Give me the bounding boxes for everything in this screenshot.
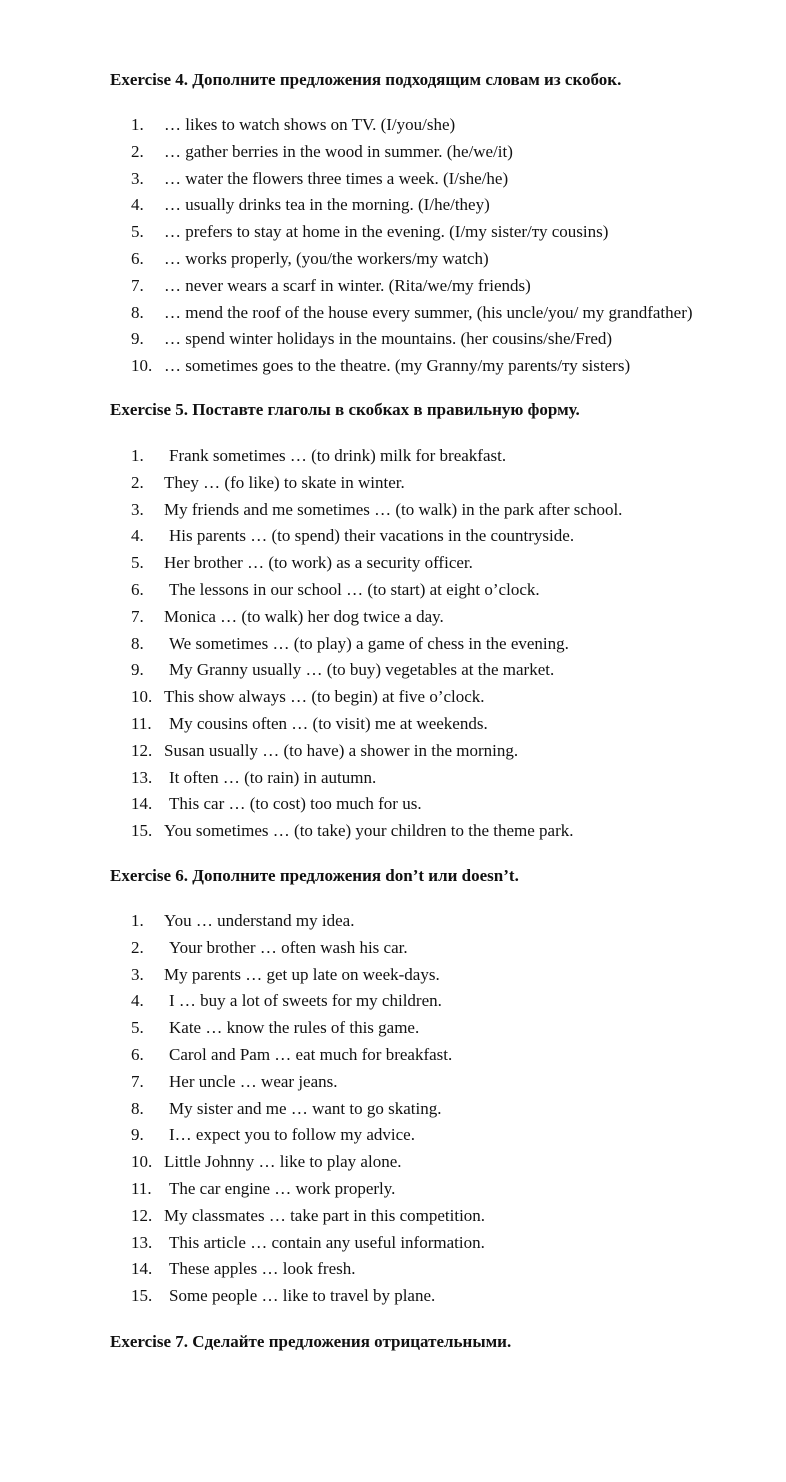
item-number: 10. (131, 687, 153, 707)
item-text: Some people … like to travel by plane. (169, 1286, 436, 1306)
item-number: 12. (131, 1205, 153, 1225)
item-number: 14. (131, 1259, 153, 1279)
item-number: 4. (131, 991, 144, 1011)
list-item (0, 965, 786, 992)
list-item (0, 1179, 786, 1206)
item-text: … sometimes goes to the theatre. (my Granny/my parents/ту sisters) (164, 356, 631, 376)
item-number: 1. (131, 115, 144, 134)
list-item (0, 607, 786, 634)
item-text: … never wears a scarf in winter. (Rita/we/my friends) (164, 275, 531, 295)
list-item (0, 794, 786, 821)
item-number: 10. (131, 1152, 153, 1172)
item-text: … water the flowers three times a week. (I/she/he) (164, 168, 509, 188)
list-item (0, 169, 786, 196)
list-item (0, 1233, 786, 1260)
item-text: You sometimes … (to take) your children to the theme park. (164, 821, 574, 841)
item-number: 13. (131, 1232, 153, 1252)
item-number: 3. (131, 168, 144, 188)
list-item (0, 714, 786, 741)
item-text: This article … contain any useful information. (169, 1232, 485, 1252)
list-item (0, 911, 786, 938)
list-item (0, 741, 786, 768)
list-item (0, 821, 786, 848)
item-text: We sometimes … (to play) a game of chess in the evening. (169, 633, 569, 653)
item-text: My Granny usually … (to buy) vegetables at the market. (169, 660, 555, 680)
list-item (0, 329, 786, 356)
list-item (0, 142, 786, 169)
item-text: This car … (to cost) too much for us. (169, 794, 422, 814)
item-number: 4. (131, 195, 144, 215)
item-number: 15. (131, 821, 153, 841)
item-number: 11. (131, 1178, 152, 1198)
list-item (0, 473, 786, 500)
list-item (0, 1259, 786, 1286)
item-number: 9. (131, 1125, 144, 1145)
list-item (0, 249, 786, 276)
list-item (0, 276, 786, 303)
item-text: I… expect you to follow my advice. (169, 1125, 415, 1145)
list-item (0, 1152, 786, 1179)
item-number: 2. (131, 937, 144, 957)
list-item (0, 222, 786, 249)
list-item (0, 195, 786, 222)
item-number: 3. (131, 499, 144, 519)
item-text: I … buy a lot of sweets for my children. (169, 991, 442, 1011)
list-item (0, 938, 786, 965)
item-number: 6. (131, 579, 144, 599)
exercise-7-heading: Exercise 7. Сделайте предложения отрицательными. (110, 1332, 512, 1351)
item-text: Little Johnny … like to play alone. (164, 1152, 402, 1172)
item-number: 8. (131, 302, 144, 322)
item-text: Her brother … (to work) as a security officer. (164, 553, 473, 573)
item-number: 1. (131, 446, 144, 465)
item-text: … spend winter holidays in the mountains. (her cousins/she/Fred) (164, 329, 613, 349)
item-number: 8. (131, 633, 144, 653)
item-text: My classmates … take part in this competition. (164, 1205, 486, 1225)
list-item (0, 991, 786, 1018)
item-text: Monica … (to walk) her dog twice a day. (164, 606, 444, 626)
item-text: Carol and Pam … eat much for breakfast. (169, 1044, 453, 1064)
item-text: … gather berries in the wood in summer. (he/we/it) (164, 141, 513, 161)
item-text: Frank sometimes … (to drink) milk for breakfast. (169, 446, 507, 465)
item-number: 15. (131, 1286, 153, 1306)
item-text: Kate … know the rules of this game. (169, 1018, 420, 1038)
item-text: Her uncle … wear jeans. (169, 1071, 338, 1091)
list-item (0, 768, 786, 795)
item-text: My friends and me sometimes … (to walk) in the park after school. (164, 499, 623, 519)
list-item (0, 660, 786, 687)
list-item (0, 1072, 786, 1099)
item-text: This show always … (to begin) at five o’clock. (164, 687, 485, 707)
item-number: 7. (131, 275, 144, 295)
item-text: They … (fo like) to skate in winter. (164, 472, 405, 492)
item-number: 12. (131, 740, 153, 760)
item-text: … usually drinks tea in the morning. (I/he/they) (164, 195, 490, 215)
exercise-4-heading: Exercise 4. Дополните предложения подходящим словам из скобок. (110, 70, 622, 89)
list-item (0, 580, 786, 607)
item-text: You … understand my idea. (164, 911, 355, 930)
item-text: Susan usually … (to have) a shower in the morning. (164, 740, 519, 760)
exercise-4-list (0, 115, 786, 383)
item-number: 2. (131, 141, 144, 161)
list-item (0, 446, 786, 473)
item-text: It often … (to rain) in autumn. (169, 767, 377, 787)
item-number: 3. (131, 964, 144, 984)
item-number: 5. (131, 1018, 144, 1038)
item-number: 7. (131, 1071, 144, 1091)
list-item (0, 526, 786, 553)
exercise-6-list (0, 911, 786, 1313)
item-number: 14. (131, 794, 153, 814)
exercise-5-list (0, 446, 786, 848)
item-text: The lessons in our school … (to start) at eight o’clock. (169, 579, 540, 599)
item-text: Your brother … often wash his car. (169, 937, 408, 957)
item-number: 8. (131, 1098, 144, 1118)
list-item (0, 356, 786, 383)
exercise-6-heading: Exercise 6. Дополните предложения don’t или doesn’t. (110, 866, 519, 885)
list-item (0, 1286, 786, 1313)
item-text: … likes to watch shows on TV. (I/you/she) (164, 115, 456, 134)
list-item (0, 115, 786, 142)
item-number: 9. (131, 660, 144, 680)
item-number: 7. (131, 606, 144, 626)
list-item (0, 1045, 786, 1072)
item-number: 9. (131, 329, 144, 349)
list-item (0, 303, 786, 330)
item-text: … prefers to stay at home in the evening. (I/my sister/ту cousins) (164, 222, 609, 242)
item-number: 6. (131, 248, 144, 268)
item-text: My sister and me … want to go skating. (169, 1098, 442, 1118)
list-item (0, 687, 786, 714)
item-text: My cousins often … (to visit) me at weekends. (169, 713, 488, 733)
item-text: His parents … (to spend) their vacations in the countryside. (169, 526, 575, 546)
list-item (0, 1206, 786, 1233)
list-item (0, 1125, 786, 1152)
item-text: … works properly, (you/the workers/my watch) (164, 248, 489, 268)
item-number: 13. (131, 767, 153, 787)
item-number: 5. (131, 553, 144, 573)
list-item (0, 500, 786, 527)
item-number: 2. (131, 472, 144, 492)
item-text: The car engine … work properly. (169, 1178, 396, 1198)
item-number: 4. (131, 526, 144, 546)
item-number: 1. (131, 911, 144, 930)
exercise-5-heading: Exercise 5. Поставте глаголы в скобках в правильную форму. (110, 400, 580, 419)
item-text: My parents … get up late on week-days. (164, 964, 440, 984)
item-text: … mend the roof of the house every summer, (his uncle/you/ my grandfather) (164, 302, 693, 322)
item-number: 10. (131, 356, 153, 376)
list-item (0, 553, 786, 580)
list-item (0, 1018, 786, 1045)
item-number: 11. (131, 713, 152, 733)
item-number: 5. (131, 222, 144, 242)
list-item (0, 1099, 786, 1126)
item-number: 6. (131, 1044, 144, 1064)
item-text: These apples … look fresh. (169, 1259, 356, 1279)
list-item (0, 634, 786, 661)
